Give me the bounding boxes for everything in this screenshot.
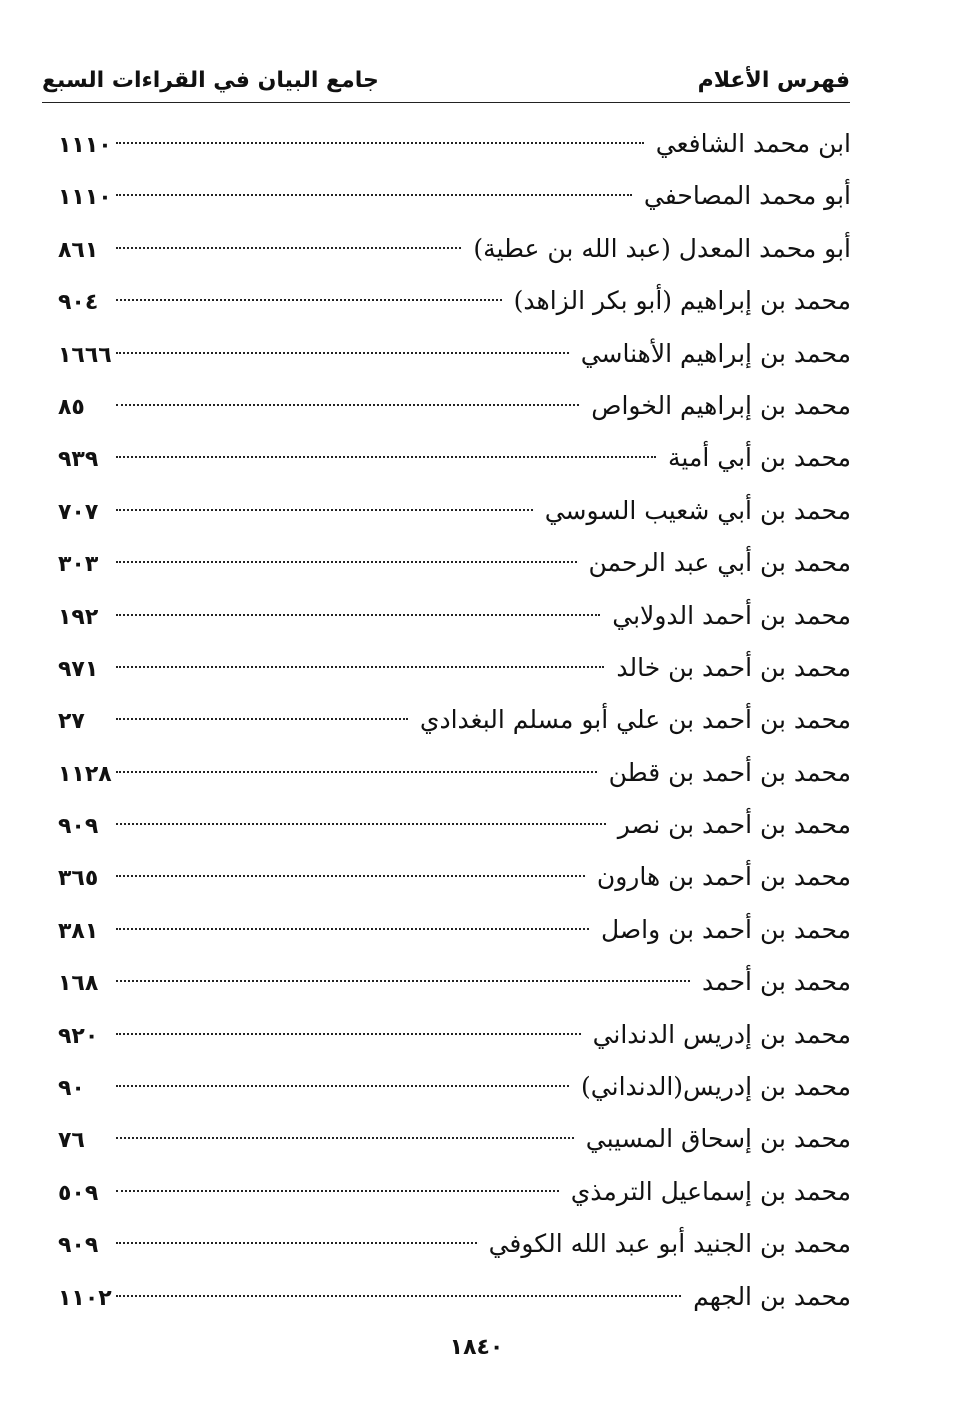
index-entry xyxy=(58,118,851,170)
entry-name: محمد بن إسحاق المسيبي xyxy=(585,1124,851,1154)
dot-leader xyxy=(116,1137,574,1139)
dot-leader xyxy=(116,1085,569,1087)
page-number: ١٨٤٠ xyxy=(449,1335,504,1360)
entry-page-number: ٩٠ xyxy=(58,1076,85,1102)
index-entry xyxy=(58,851,851,903)
dot-leader xyxy=(116,1295,681,1297)
index-entry xyxy=(58,432,851,484)
entry-page-number: ١٦٦٦ xyxy=(58,342,112,368)
entry-page-number: ٨٥ xyxy=(58,394,85,420)
entry-name: محمد بن إبراهيم الأهناسي xyxy=(580,338,851,368)
entry-name: محمد بن أحمد بن خالد xyxy=(616,652,851,682)
index-entry xyxy=(58,1166,851,1218)
running-header xyxy=(42,62,850,103)
entry-name: محمد بن الجنيد أبو عبد الله الكوفي xyxy=(488,1229,851,1259)
entry-name: أبو محمد المصاحفي xyxy=(643,181,851,211)
dot-leader xyxy=(116,1190,559,1192)
entry-page-number: ١١١٠ xyxy=(58,185,112,211)
dot-leader xyxy=(116,509,533,511)
section-title: فهرس الأعلام xyxy=(697,68,850,93)
entry-page-number: ١١٠٢ xyxy=(58,1285,112,1311)
index-entry xyxy=(58,485,851,537)
dot-leader xyxy=(116,928,589,930)
dot-leader xyxy=(116,1033,581,1035)
index-entry xyxy=(58,170,851,222)
entry-page-number: ١٩٢ xyxy=(58,604,99,630)
index-entry xyxy=(58,1009,851,1061)
index-entry xyxy=(58,1061,851,1113)
entry-page-number: ٧٠٧ xyxy=(58,499,99,525)
dot-leader xyxy=(116,823,606,825)
index-entry xyxy=(58,590,851,642)
book-title: جامع البيان في القراءات السبع xyxy=(42,68,379,93)
entry-name: محمد بن أبي شعيب السوسي xyxy=(544,495,851,525)
index-entry xyxy=(58,799,851,851)
entry-name: محمد بن أحمد بن علي أبو مسلم البغدادي xyxy=(419,705,851,735)
dot-leader xyxy=(116,561,577,563)
index-list xyxy=(58,118,851,1323)
dot-leader xyxy=(116,247,461,249)
entry-name: محمد بن أحمد xyxy=(702,967,851,997)
index-entry xyxy=(58,537,851,589)
entry-name: محمد بن أحمد بن واصل xyxy=(600,914,851,944)
dot-leader xyxy=(116,404,579,406)
index-entry xyxy=(58,747,851,799)
entry-page-number: ٩٠٩ xyxy=(58,1233,99,1259)
dot-leader xyxy=(116,666,604,668)
index-entry xyxy=(58,328,851,380)
entry-page-number: ٩٣٩ xyxy=(58,447,99,473)
dot-leader xyxy=(116,980,690,982)
entry-page-number: ١١١٠ xyxy=(58,133,112,158)
entry-name: محمد بن أحمد بن قطن xyxy=(608,757,851,787)
entry-name: محمد بن إسماعيل الترمذي xyxy=(570,1176,851,1206)
entry-page-number: ٩٧١ xyxy=(58,656,99,682)
index-entry xyxy=(58,380,851,432)
entry-page-number: ٣٦٥ xyxy=(58,866,99,892)
entry-page-number: ٨٦١ xyxy=(58,237,99,263)
dot-leader xyxy=(116,614,600,616)
index-entry xyxy=(58,694,851,746)
entry-page-number: ١٦٨ xyxy=(58,971,99,997)
dot-leader xyxy=(116,771,597,773)
index-entry xyxy=(58,1218,851,1270)
entry-page-number: ٥٠٩ xyxy=(58,1180,99,1206)
entry-page-number: ٩٢٠ xyxy=(58,1023,99,1049)
dot-leader xyxy=(116,142,644,144)
index-entry xyxy=(58,642,851,694)
entry-name: ابن محمد الشافعي xyxy=(655,129,851,158)
dot-leader xyxy=(116,299,502,301)
entry-name: محمد بن أبي أمية xyxy=(668,443,851,473)
entry-page-number: ١١٢٨ xyxy=(58,761,112,787)
index-entry xyxy=(58,1271,851,1323)
index-entry xyxy=(58,275,851,327)
entry-page-number: ٣٠٣ xyxy=(58,552,99,578)
dot-leader xyxy=(116,194,632,196)
index-entry xyxy=(58,1113,851,1165)
entry-name: محمد بن إدريس(الدنداني) xyxy=(581,1072,851,1102)
index-entry xyxy=(58,223,851,275)
entry-name: محمد بن الجهم xyxy=(693,1281,851,1311)
dot-leader xyxy=(116,352,569,354)
dot-leader xyxy=(116,1242,477,1244)
entry-name: محمد بن إبراهيم (أبو بكر الزاهد) xyxy=(513,286,851,316)
dot-leader xyxy=(116,718,408,720)
entry-page-number: ٧٦ xyxy=(58,1128,85,1154)
entry-name: محمد بن أحمد بن هارون xyxy=(596,862,851,892)
entry-page-number: ٢٧ xyxy=(58,709,85,735)
entry-name: محمد بن أحمد بن نصر xyxy=(617,810,851,840)
entry-page-number: ٩٠٩ xyxy=(58,814,99,840)
entry-name: محمد بن إدريس الدنداني xyxy=(592,1019,851,1049)
entry-name: محمد بن أحمد الدولابي xyxy=(612,600,851,630)
entry-page-number: ٩٠٤ xyxy=(58,290,99,316)
dot-leader xyxy=(116,456,656,458)
entry-name: محمد بن أبي عبد الرحمن xyxy=(588,548,851,578)
index-entry xyxy=(58,904,851,956)
index-entry xyxy=(58,956,851,1008)
entry-name: محمد بن إبراهيم الخواص xyxy=(591,390,851,420)
entry-page-number: ٣٨١ xyxy=(58,918,99,944)
dot-leader xyxy=(116,875,585,877)
entry-name: أبو محمد المعدل (عبد الله بن عطية) xyxy=(473,233,851,263)
